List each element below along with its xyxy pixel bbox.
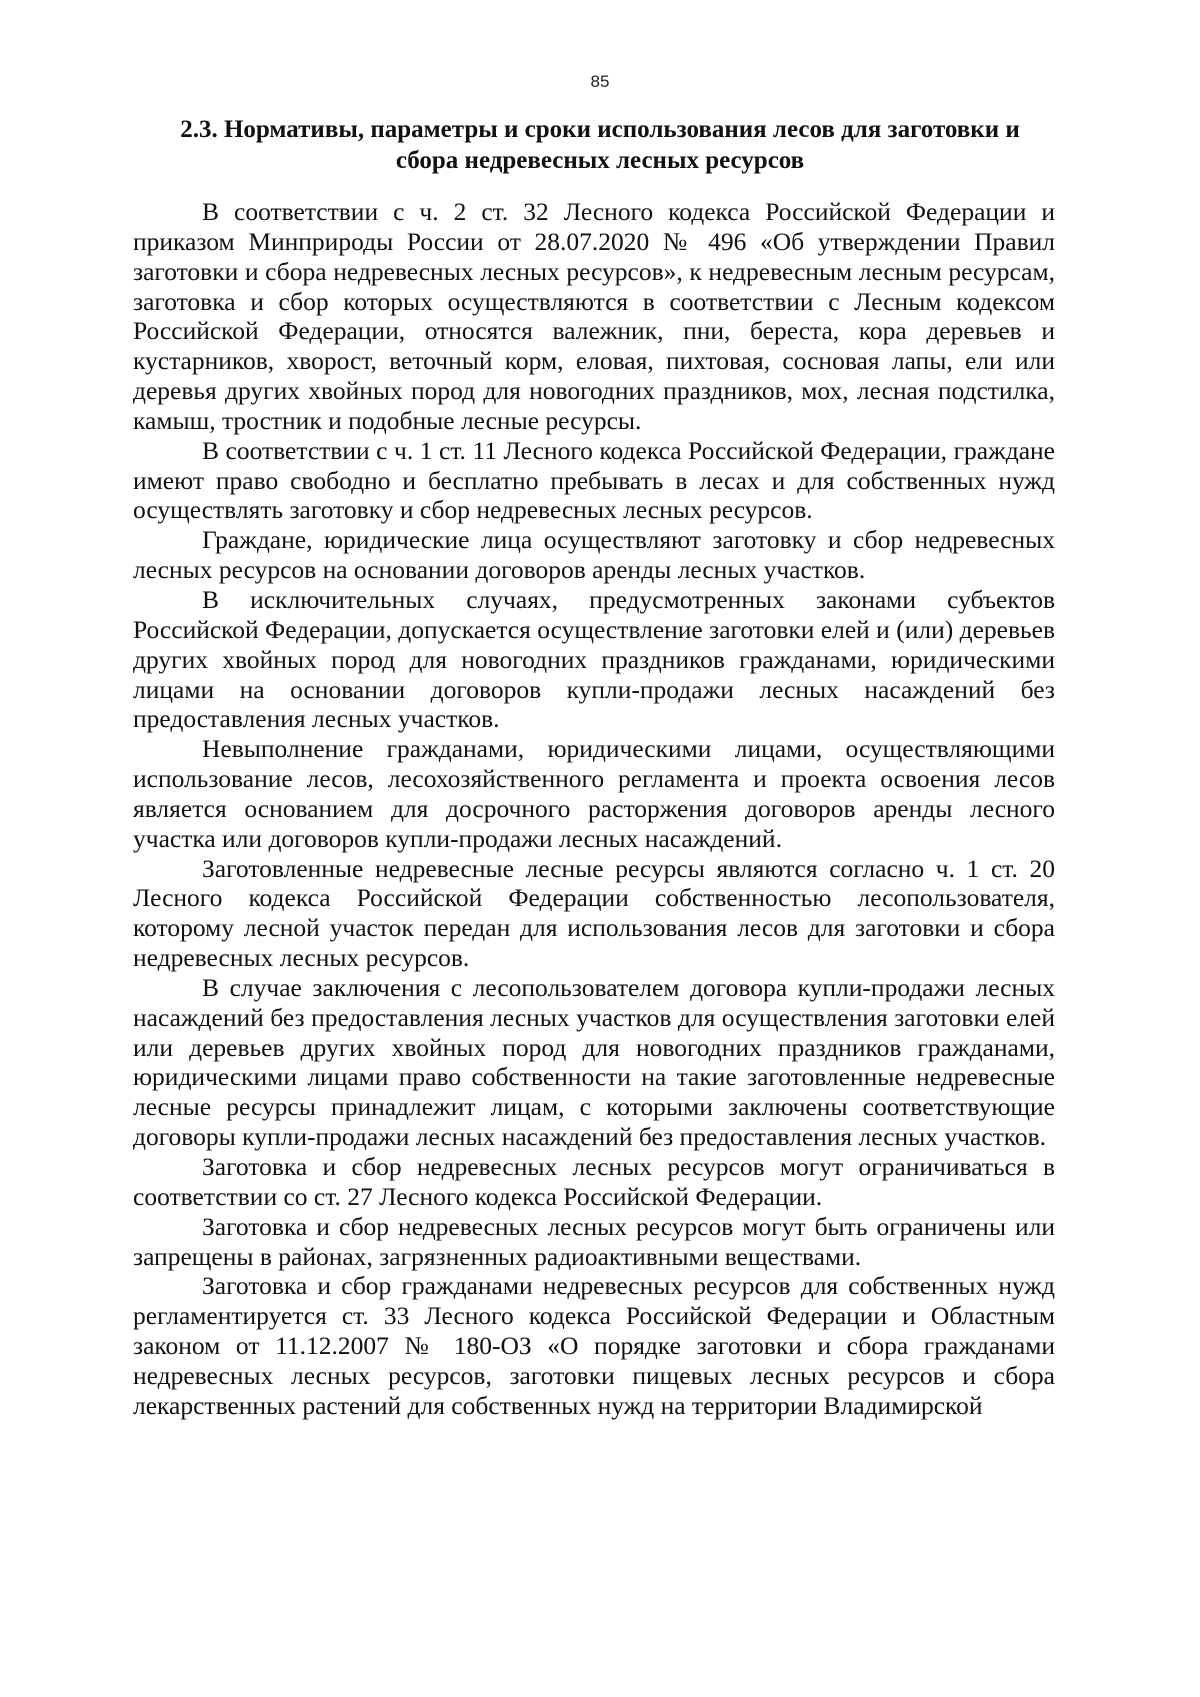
paragraph: В случае заключения с лесопользователем договора купли-продажи лесных насаждений без предоставления лесных участков для осуществления заготовки елей или деревьев других хвойных пород для новогодних праздников гражданами, юридическими лицами право собственности на такие заготовленные недревесные лесные ресурсы принадлежит лицам, с которыми заключены соответствующие договоры купли-продажи лесных насаждений без предоставления лесных участков. [133,972,1055,1152]
paragraph: Заготовка и сбор недревесных лесных ресурсов могут ограничиваться в соответствии со ст. 27 Лесного кодекса Российской Федерации. [133,1152,1055,1211]
paragraph: Граждане, юридические лица осуществляют заготовку и сбор недревесных лесных ресурсов на основании договоров аренды лесных участков. [133,525,1055,585]
paragraph: В соответствии с ч. 2 ст. 32 Лесного кодекса Российской Федерации и приказом Минприроды России от 28.07.2020 № 496 «Об утверждении Правил заготовки и сбора недревесных лесных ресурсов», к недревесным лесным ресурсам, заготовка и сбор которых осуществляются в соответствии с Лесным кодексом Российской Федерации, относятся валежник, пни, береста, кора деревьев и кустарников, хворост, веточный корм, еловая, пихтовая, сосновая лапы, ели или деревья других хвойных пород для новогодних праздников, мох, лесная подстилка, камыш, тростник и подобные лесные ресурсы. [133,197,1055,435]
paragraph: Заготовленные недревесные лесные ресурсы являются согласно ч. 1 ст. 20 Лесного кодекса Российской Федерации собственностью лесопользователя, которому лесной участок передан для использования лесов для заготовки и сбора недревесных лесных ресурсов. [133,853,1055,973]
section-title: 2.3. Нормативы, параметры и сроки использования лесов для заготовки и сбора недревесных лесных ресурсов [180,116,1020,174]
paragraph: Заготовка и сбор недревесных лесных ресурсов могут быть ограничены или запрещены в районах, загрязненных радиоактивными веществами. [133,1211,1055,1271]
paragraph: В исключительных случаях, предусмотренных законами субъектов Российской Федерации, допускается осуществление заготовки елей и (или) деревьев других хвойных пород для новогодних праздников гражданами, юридическими лицами на основании договоров купли-продажи лесных насаждений без предоставления лесных участков. [133,584,1055,734]
paragraph: Заготовка и сбор гражданами недревесных ресурсов для собственных нужд регламентируется ст. 33 Лесного кодекса Российской Федерации и Областным законом от 11.12.2007 № 180-ОЗ «О порядке заготовки и сбора гражданами недревесных лесных ресурсов, заготовки пищевых лесных ресурсов и сбора лекарственных растений для собственных нужд на территории Владимирской [133,1271,1055,1420]
paragraph: В соответствии с ч. 1 ст. 11 Лесного кодекса Российской Федерации, граждане имеют право свободно и бесплатно пребывать в лесах и для собственных нужд осуществлять заготовку и сбор недревесных лесных ресурсов. [133,435,1055,525]
paragraph: Невыполнение гражданами, юридическими лицами, осуществляющими использование лесов, лесохозяйственного регламента и проекта освоения лесов является основанием для досрочного расторжения договоров аренды лесного участка или договоров купли-продажи лесных насаждений. [133,734,1055,853]
body-text [133,197,1055,1421]
page-number: 85 [590,72,610,91]
